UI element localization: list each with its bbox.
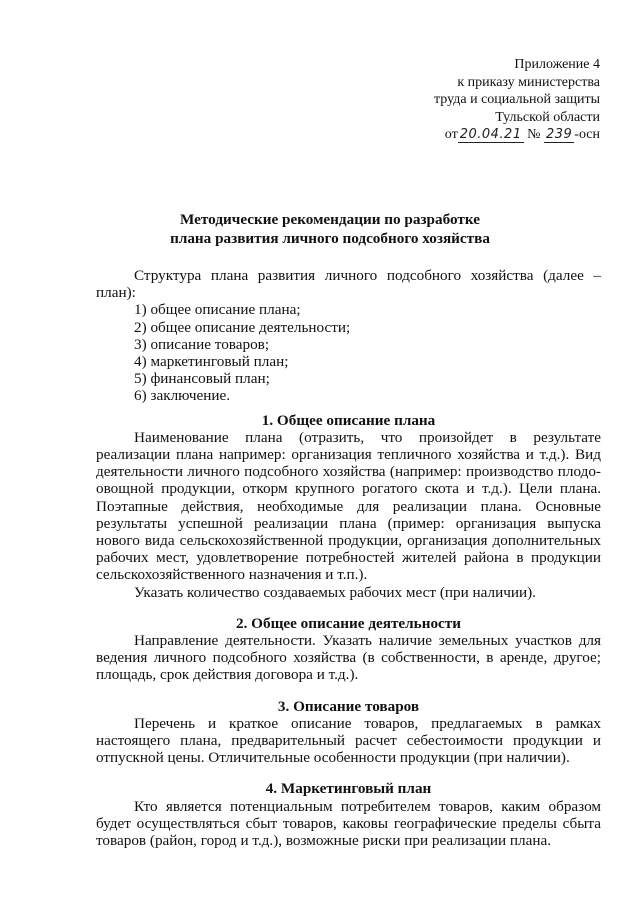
appendix-line-2: к приказу министерства [457, 74, 600, 90]
list-item: 6) заключение. [134, 387, 231, 405]
section-4-paragraph-1: Кто является потенциальным потребителем товаров, каким образом будет осуществляться сбыт товаров, каковы географические пределы сбыта товаров (район, город и т.д.), возможные риски при реализации плана. [96, 797, 601, 850]
handwritten-date: 20.04.21 [459, 127, 522, 142]
section-2-paragraph-1: Направление деятельности. Указать наличие земельных участков для ведения личного подсобного хозяйства (в собственности, в аренде, другое; площадь, срок действия договора и т.д.). [96, 632, 601, 684]
list-item: 2) общее описание деятельности; [134, 318, 351, 336]
structure-list [96, 301, 601, 404]
appendix-header [300, 56, 600, 144]
section-1-paragraph-2: Указать количество создаваемых рабочих мест (при наличии). [134, 583, 536, 601]
list-item: 4) маркетинговый план; [134, 353, 289, 371]
title-line-2: плана развития личного подсобного хозяйства [170, 229, 490, 247]
number-suffix: -осн [574, 127, 600, 142]
section-heading-1: 1. Общее описание плана [261, 411, 436, 429]
appendix-line-1: Приложение 4 [514, 57, 600, 72]
document-body [96, 267, 601, 849]
section-heading-4: 4. Маркетинговый план [265, 780, 432, 798]
section-heading-3: 3. Описание товаров [277, 697, 420, 715]
title-line-1: Методические рекомендации по разработке [180, 211, 480, 228]
section-heading-2: 2. Общее описание деятельности [235, 614, 462, 632]
appendix-line-4: Тульской области [495, 109, 600, 125]
document-title [60, 211, 600, 248]
list-item: 5) финансовый план; [134, 370, 270, 388]
appendix-line-3: труда и социальной защиты [434, 92, 600, 107]
list-item: 1) общее описание плана; [134, 301, 301, 319]
section-1-paragraph-1: Наименование плана (отразить, что произойдет в результате реализации плана например: организация тепличного хозяйства и т.д.). Вид деятельности личного подсобного хозяйства (например: производство плодо-овощной продукции, откорм крупного рогатого скота и т.д.). Цели плана. Поэтапные действия, необходимые для реализации плана. Основные результаты успешной реализации плана (пример: организация выпуска нового вида сельскохозяйственной продукции, организация дополнительных рабочих мест, удовлетворение потребностей жителей района в продукции сельскохозяйственного назначения и т.п.). [96, 428, 601, 584]
handwritten-number: 239 [545, 127, 573, 142]
date-prefix: от [444, 127, 458, 142]
appendix-date-line [300, 126, 600, 144]
list-item: 3) описание товаров; [134, 335, 270, 353]
section-3-paragraph-1: Перечень и краткое описание товаров, предлагаемых в рамках настоящего плана, предварительный расчет себестоимости продукции и отпускной цены. Отличительные особенности продукции (при наличии). [96, 714, 601, 767]
number-prefix: № [527, 127, 541, 142]
intro-paragraph: Структура плана развития личного подсобного хозяйства (далее – план): [96, 267, 601, 302]
